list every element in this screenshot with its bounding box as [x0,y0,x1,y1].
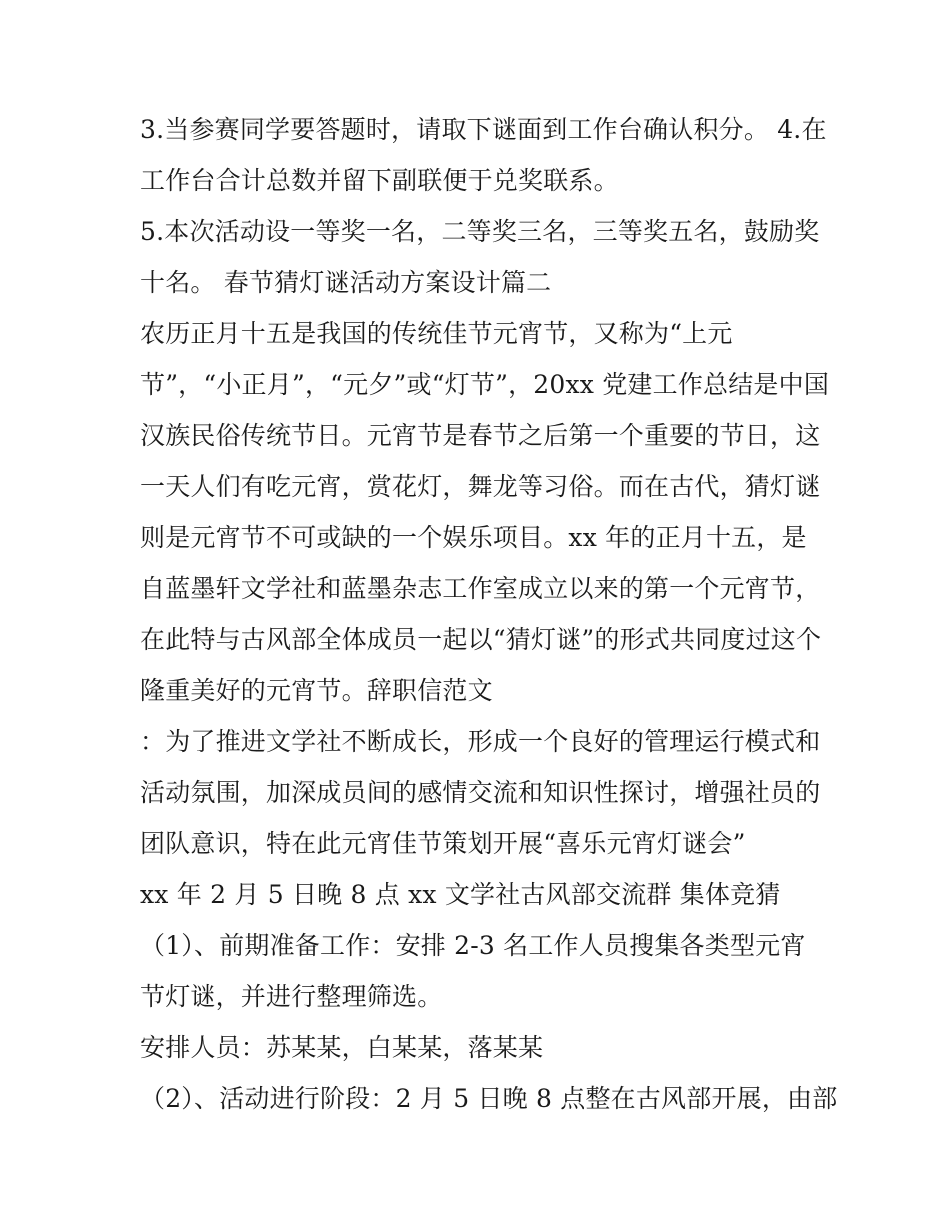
text-line: 自蓝墨轩文学社和蓝墨杂志工作室成立以来的第一个元宵节， [140,574,821,603]
text-line: 活动氛围，加深成员间的感情交流和知识性探讨，增强社员的 [140,778,821,807]
text-line: （1）、前期准备工作：安排 2-3 名工作人员搜集各类型元宵 [140,931,806,960]
text-line: 节”，“小正月”，“元夕”或“灯节”，20xx 党建工作总结是中国 [140,370,830,399]
text-line: 3.当参赛同学要答题时，请取下谜面到工作台确认积分。 4.在 [140,115,827,144]
text-line: 安排人员：苏某某，白某某，落某某 [140,1033,544,1062]
text-line: 节灯谜，并进行整理筛选。 [140,982,443,1011]
text-line: 则是元宵节不可或缺的一个娱乐项目。xx 年的正月十五，是 [140,523,807,552]
text-line: 汉族民俗传统节日。元宵节是春节之后第一个重要的节日，这 [140,421,821,450]
text-line: 一天人们有吃元宵，赏花灯，舞龙等习俗。而在古代，猜灯谜 [140,472,821,501]
text-line: 5.本次活动设一等奖一名，二等奖三名，三等奖五名，鼓励奖 [140,217,820,246]
text-line: 十名。 春节猜灯谜活动方案设计篇二 [140,268,552,297]
text-line: 在此特与古风部全体成员一起以“猜灯谜”的形式共同度过这个 [140,625,822,654]
text-line: 农历正月十五是我国的传统佳节元宵节，又称为“上元 [140,319,733,348]
text-line: 团队意识，特在此元宵佳节策划开展“喜乐元宵灯谜会” [140,829,746,858]
text-line: 工作台合计总数并留下副联便于兑奖联系。 [140,166,619,195]
document-body [140,108,838,1128]
text-line: ：为了推进文学社不断成长，形成一个良好的管理运行模式和 [140,727,821,756]
text-line: 隆重美好的元宵节。辞职信范文 [140,676,493,705]
text-line: （2）、活动进行阶段：2 月 5 日晚 8 点整在古风部开展，由部 [140,1084,838,1113]
text-line: xx 年 2 月 5 日晚 8 点 xx 文学社古风部交流群 集体竞猜 [140,880,781,909]
